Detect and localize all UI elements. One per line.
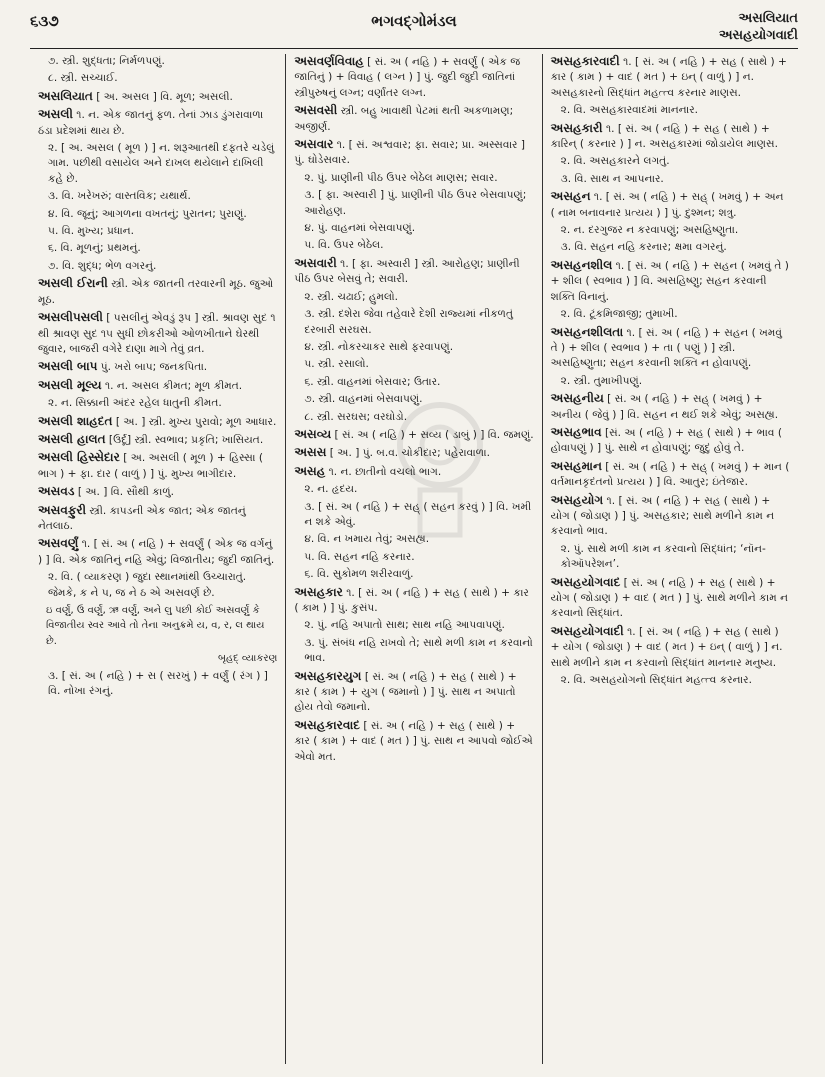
entry-sense (294, 410, 533, 425)
entry-sense (551, 172, 790, 187)
definition-text: ૧. [ સં. અ ( નહિ ) + સહ ( સાથે ) + કારિન્ ( કરનાર ) ] ન. અસહકારમાં જોડાયેલ માણસ. (550, 122, 778, 151)
headword: અસવફુરી (38, 502, 87, 517)
dictionary-entry (551, 121, 790, 153)
definition-text: [ અ. અસલ ] વિ. મૂળ; અસલી. (92, 90, 233, 103)
definition-text: ૮. સ્ત્રી. સચ્ચાઈ. (48, 72, 118, 85)
definition-text: ૧. [ સં. અ ( નહિ ) + સહન ( ખમવું તે ) + શીલ ( સ્વભાવ ) ] વિ. અસહિષ્ણુ; સહન કરવાની શક્તિ વિનાનું. (550, 259, 789, 303)
headword: અસલિયાત (38, 88, 93, 103)
dictionary-entry (38, 450, 277, 482)
dictionary-entry (294, 256, 533, 288)
entry-sense (294, 618, 533, 633)
entry-sense (38, 224, 277, 239)
headword: અસલી બાપ (38, 359, 98, 374)
column-left (30, 54, 285, 1064)
dictionary-entry (294, 718, 533, 765)
definition-text: ૬. વિ. સુકોમળ શરીરવાળું. (304, 568, 414, 581)
entry-sense (38, 241, 277, 256)
entry-sense (38, 669, 277, 700)
definition-text: ૫. વિ. સહન નહિ કરનાર. (304, 550, 415, 563)
headword: અસલી મૂલ્ય (38, 377, 102, 392)
dictionary-entry (294, 464, 533, 480)
headword: અસવસી (294, 103, 338, 118)
headword: અસલી (38, 107, 73, 122)
definition-text: ૩. સ્ત્રી. દશેરા જેવા તહેવારે દેશી રાજ્યમાં નીકળતું દરબારી સરઘસ. (304, 308, 513, 336)
definition-text: ૨. ન. હૃદય. (304, 483, 358, 496)
definition-text: ઇ વર્ણું, ઉ વર્ણું, ઋ વર્ણું, અને લુ પછી કોઈ અસવર્ણું કે વિજાતીય સ્વર આવે તો તેના અનુક્રમે ય, વ, ર, લ થાય છે. (46, 605, 265, 647)
headword: અસવાર (294, 137, 334, 152)
headword: અસહકારવાદ (294, 717, 360, 732)
entry-sense (551, 240, 790, 255)
headword: અસહકાર (294, 584, 343, 599)
entry-sense (294, 550, 533, 565)
definition-text: ૫. વિ. મુખ્ય; પ્રધાન. (48, 225, 135, 238)
definition-text: ૨. વિ. અસહયોગનો સિદ્ધાંત મહત્ત્વ કરનાર. (560, 674, 752, 687)
definition-text: ૮. સ્ત્રી. સરઘસ; વરઘોડો. (304, 410, 408, 423)
definition-text: ૧. [ સં. અ ( નહિ ) + સહન ( ખમવું તે ) + શીલ ( સ્વભાવ ) + તા ( પણું ) ] સ્ત્રી. અસહિષ્ણુતા; સહન કરવાની શક્તિ ન હોવાપણું. (550, 326, 782, 370)
definition-text: [ અ. ] સ્ત્રી. મુખ્ય પુરાવો; મૂળ આધાર. (112, 415, 277, 428)
definition-text: ૩. [ સં. અ ( નહિ ) + સહ્ ( સહન કરવું ) ] વિ. ખમી ન શકે એવું. (304, 500, 532, 528)
entry-sense (294, 221, 533, 236)
definition-text: ૧. ન. છાતીનો વચલો ભાગ. (325, 465, 442, 478)
guide-word-first: અસલિયાત (738, 11, 798, 26)
headword: અસલી ઈરાની (38, 276, 108, 291)
dictionary-entry (38, 536, 277, 568)
definition-text: સ્ત્રી. બહુ ખાવાથી પેટમાં થતી અકળામણ; અજીર્ણ. (294, 105, 514, 133)
dictionary-entry (38, 484, 277, 500)
headword: અસહ (294, 463, 326, 478)
entry-sense (294, 340, 533, 355)
entry-sense (294, 636, 533, 667)
definition-text: [ઉર્દૂ] સ્ત્રી. સ્વભાવ; પ્રકૃતિ; ખાસિયત. (105, 433, 264, 446)
entry-sense (551, 374, 790, 389)
entry-sense (38, 259, 277, 274)
definition-text: ૧. [ સં. અ ( નહિ ) + સહ ( સાથે ) + કાર ( કામ ) ] પું. કુસંપ. (294, 586, 529, 614)
definition-text: [ સં. અ ( નહિ ) + સહ્ ( ખમવું ) + અનીય ( જેવું ) ] વિ. સહન ન થઈ શકે એવું; અસહ્ય. (550, 393, 779, 421)
headword: અસહમાન (550, 458, 602, 473)
dictionary-entry (38, 310, 277, 357)
entry-sense (294, 188, 533, 219)
definition-text: ૧. [ સં. અ ( નહિ ) + સહ ( સાથે ) + કાર ( કામ ) + વાદ ( મત ) + ઇન્ ( વાળું ) ] ન. અસહકારનો સિદ્ધાંત મહત્ત્વ કરનાર માણસ. (550, 56, 787, 99)
entry-sense (551, 673, 790, 688)
definition-text: ૬. વિ. મૂળનું; પ્રથમનું. (48, 242, 141, 255)
headword: અસવર્ણું (38, 536, 79, 551)
definition-text: [ સં. અ ( નહિ ) + સહ ( સાથે ) + કાર ( કામ ) + વાદ ( મત ) ] પું. સાથ ન આપવો જોઈએ એવો મત. (294, 719, 533, 763)
definition-text: સ્ત્રી. એક જાતની તરવારની મૂઠ. જુઓ મૂઠ. (38, 278, 274, 306)
definition-text: ૨. વિ. ( વ્યાકરણ ) જુદા સ્થાનમાંથી ઉચ્ચારાતું. જેમકે, ક ને પ, જ ને ઠ એ અસવર્ણ છે. (48, 571, 247, 599)
definition-text: ૨. વિ. અસહકારને લગતું. (560, 155, 670, 168)
entry-sense (38, 141, 277, 187)
definition-text: ૨. પું. પ્રાણીની પીઠ ઉપર બેઠેલ માણસ; સવાર. (304, 171, 498, 184)
entry-sense (551, 307, 790, 322)
dictionary-entry (38, 414, 277, 430)
dictionary-entry (38, 359, 277, 375)
definition-text: ૭. સ્ત્રી. શુદ્ધતા; નિર્મળપણું. (48, 55, 165, 67)
dictionary-entry (551, 425, 790, 457)
entry-sense (294, 238, 533, 253)
dictionary-entry (551, 54, 790, 101)
entry-sense (294, 500, 533, 531)
headword: અસલીપસલી (38, 310, 103, 325)
entry-sense (294, 375, 533, 390)
definition-text: ૪. વિ. જૂનું; આગળના વખતનું; પુરાતન; પુરાણું. (48, 207, 247, 220)
guide-word-last: અસહયોગવાદી (718, 28, 798, 43)
entry-sense (38, 207, 277, 222)
entry-sense (294, 290, 533, 305)
entry-sense (38, 570, 277, 601)
dictionary-entry (294, 137, 533, 169)
dictionary-entry (551, 493, 790, 540)
dictionary-entry (38, 503, 277, 535)
definition-text: ૫. વિ. ઉપર બેઠેલ. (304, 239, 384, 252)
headword: અસવારી (294, 255, 337, 270)
definition-text: [ સં. અ ( નહિ ) + સવ્ય ( ડાબું ) ] વિ. જમણું. (331, 428, 534, 441)
dictionary-entry (551, 459, 790, 491)
entry-sense (294, 307, 533, 338)
headword: અસહયોગ (550, 492, 604, 507)
definition-text: [ અ. ] વિ. સૌથી કાળું. (74, 486, 174, 499)
definition-text: [ સં. અ ( નહિ ) + સહ ( સાથે ) + યોગ ( જોડાણ ) + વાદ ( મત ) ] પું. સાથે મળીને કામ ન કરવાનો સિદ્ધાંત. (550, 576, 788, 620)
headword: અસહકારી (550, 120, 603, 135)
headword: અસસ (294, 445, 327, 460)
definition-text: ૨. ન. સિક્કાની અંદર રહેલ ધાતુની કીમત. (48, 397, 222, 410)
entry-sense (38, 71, 277, 86)
definition-text: ૧. [ સં. અ ( નહિ ) + સહ ( સાથે ) + યોગ ( જોડાણ ) ] પું. અસહકાર; સાથે મળીને કામ ન કરવાનો ભાવ. (550, 494, 775, 538)
definition-text: ૧. [ સં. અ ( નહિ ) + સહ ( સાથે ) + યોગ ( જોડાણ ) + વાદ ( મત ) + ઇન્ ( વાળું ) ] ન. સાથે મળીને કામ ન કરવાનો સિદ્ધાંત માનનાર મનુષ્ય. (550, 625, 783, 669)
definition-text: બૃહદ્ વ્યાકરણ (217, 653, 278, 665)
definition-text: ૩. [ ફા. અસ્વારી ] પું. પ્રાણીની પીઠ ઉપર બેસવાપણું; આરોહણ. (304, 189, 527, 217)
definition-text: ૨. વિ. અસહકારવાદમાં માનનાર. (560, 104, 699, 117)
definition-text: [ સં. અ ( નહિ ) + સહ્ ( ખમવું ) + માન ( વર્તમાનકૃદંતનો પ્રત્યય ) ] વિ. આતુર; ઇંતેજાર. (550, 460, 790, 489)
headword: અસવ્ય (294, 426, 332, 441)
headword: અસહયોગવાદી (550, 623, 624, 638)
definition-text: ૩. [ સં. અ ( નહિ ) + સ ( સરખું ) + વર્ણું ( રંગ ) ] વિ. નોખા રંગનું. (48, 669, 268, 698)
headword: અસહનશીલ (550, 257, 613, 272)
definition-text: ૩. પું. સંબંધ નહિ રાખવો તે; સાથે મળી કામ ન કરવાનો ભાવ. (304, 636, 533, 665)
definition-text: [ સં. અ ( નહિ ) + સહ ( સાથે ) + કાર ( કામ ) + યુગ ( જમાનો ) ] પું. સાથ ન અપાતો હોય તેવો જમાનો. (294, 670, 517, 714)
definition-text: [ પસલીનું એવડું રૂપ ] સ્ત્રી. શ્રાવણ સુદ ૧ થી શ્રાવણ સુદ ૧૫ સુધી છોકરીઓ ઓળખીતાને ઘેરથી જુવાર, બાજરી વગેરે દાણા માગે તેવું વ્રત. (38, 312, 276, 355)
entry-sense (38, 396, 277, 411)
entry-sense (551, 223, 790, 238)
dictionary-entry (38, 107, 277, 139)
column-right (542, 54, 798, 1064)
page-header (30, 10, 798, 52)
headword: અસહભાવ (550, 424, 602, 439)
definition-text: ૫. સ્ત્રી. રસાલો. (304, 358, 369, 371)
headword: અસવડ (38, 484, 75, 499)
definition-text: ૩. વિ. સહન નહિ કરનાર; ક્ષમા વગરનું. (560, 241, 727, 254)
dictionary-entry (38, 89, 277, 105)
entry-sense (38, 603, 277, 649)
headword: અસહકારવાદી (550, 54, 620, 68)
definition-text: પું. ખરો બાપ; જનકપિતા. (97, 361, 208, 374)
definition-text: ૨. પું. નહિ અપાતો સાથ; સાથ નહિ આપવાપણું. (304, 619, 505, 632)
definition-text: ૩. વિ. ખરેખરું; વાસ્તવિક; યથાર્થ. (48, 190, 191, 203)
column-middle (285, 54, 541, 1064)
dictionary-entry (551, 391, 790, 423)
headword: અસલી હિસ્સેદાર (38, 450, 120, 465)
headword: અસવર્ણવિવાહ (294, 54, 364, 68)
definition-text: ૧. [ ફા. અસ્વારી ] સ્ત્રી. આરોહણ; પ્રાણીની પીઠ ઉપર બેસવું તે; સવારી. (294, 257, 520, 286)
definition-text: ૪. પું. વાહનમાં બેસવાપણું. (304, 222, 416, 235)
headword: અસહકારયુગ (294, 668, 362, 683)
definition-text: ૧. ન. અસલ કીમત; મૂળ કીમત. (101, 379, 243, 392)
entry-sense (294, 171, 533, 186)
dictionary-entry (551, 325, 790, 372)
definition-text: ૨. [ અ. અસલ ( મૂળ ) ] ન. શરૂઆતથી દફતરે ચડેલું ગામ. પછીથી વસાયેલ અને દાખલ થયેલાને દાખિલી કહે છે. (48, 142, 275, 185)
dictionary-entry (551, 575, 790, 622)
headword: અસહન (550, 189, 591, 204)
headword: અસહયોગવાદ (550, 574, 621, 589)
definition-text: સ્ત્રી. કાપડની એક જાત; એક જાતનું નેતલાઠ. (38, 504, 246, 532)
definition-text: ૩. વિ. સાથ ન આપનાર. (560, 172, 664, 185)
definition-text: ૭. વિ. શુદ્ધ; ભેળ વગરનું. (48, 259, 157, 272)
entry-sense (551, 103, 790, 118)
headword: અસલી શાહદત (38, 413, 113, 428)
definition-text: [ અ. ] પું. બ.વ. ચોકીદાર; પહેરાવાળા. (326, 447, 491, 460)
headword: અસલી હાલત (38, 431, 106, 446)
definition-text: ૪. સ્ત્રી. નોકરચાકર સાથે ફરવાપણું. (304, 340, 454, 353)
definition-text: ૧. [ સં. અ ( નહિ ) + સહ્ ( ખમવું ) + અન ( નામ બનાવનાર પ્રત્યય ) ] પું. દુશ્મન; શત્રુ. (550, 191, 784, 219)
dictionary-entry (38, 432, 277, 448)
entry-sense (294, 357, 533, 372)
dictionary-entry (294, 103, 533, 135)
definition-text: ૧. [ સં. અ ( નહિ ) + સવર્ણું ( એક જ વર્ગનું ) ] વિ. એક જાતિનું નહિ એવું; વિજાતીય; જુદી જાતિનું. (38, 538, 275, 566)
entry-sense (294, 567, 533, 582)
entry-sense (38, 651, 277, 666)
definition-text: ૪. વિ. ન ખમાય તેવું; અસહ્ય. (304, 533, 430, 546)
guide-words (719, 10, 798, 44)
dictionary-entry (551, 624, 790, 671)
dictionary-entry (294, 669, 533, 716)
entry-sense (294, 532, 533, 547)
header-rule (30, 48, 798, 49)
entry-sense (294, 392, 533, 407)
definition-text: ૨. સ્ત્રી. ચઢાઈ; હુમલો. (304, 290, 398, 303)
page-title: ભગવદ્ગોમંડલ (371, 12, 457, 30)
dictionary-entry (551, 189, 790, 221)
definition-text: ૭. સ્ત્રી. વાહનમાં બેસવાપણું. (304, 393, 423, 406)
definition-text: [ અ. અસલી ( મૂળ ) + હિસ્સા ( ભાગ ) + ફા. દાર ( વાળું ) ] પું. મુખ્ય ભાગીદાર. (38, 452, 263, 480)
definition-text: ૧. ન. એક જાતનું ફળ. તેનાં ઝાડ ડુંગરાવાળા ઠંડા પ્રદેશમાં થાય છે. (38, 109, 264, 137)
definition-text: ૨. પું. સાથે મળી કામ ન કરવાનો સિદ્ધાંત; ‘નૉન-કોઑપરેશન’. (560, 542, 766, 571)
definition-text: ૨. ન. દરગુજર ન કરવાપણું; અસહિષ્ણુતા. (560, 224, 739, 237)
definition-text: ૧. [ સં. અશ્વવાર; ફા. સવાર; પ્રા. અસ્સવાર ] પું. ઘોડેસવાર. (294, 139, 526, 167)
entry-sense (551, 154, 790, 169)
dictionary-entry (38, 378, 277, 394)
dictionary-columns (30, 54, 798, 1064)
dictionary-entry (294, 445, 533, 461)
page-number: ૬૩૭ (30, 12, 59, 30)
entry-sense (38, 189, 277, 204)
entry-sense (551, 542, 790, 573)
dictionary-entry (294, 585, 533, 617)
headword: અસહનશીલતા (550, 324, 624, 339)
dictionary-entry (294, 427, 533, 443)
dictionary-entry (38, 276, 277, 308)
entry-sense (38, 54, 277, 69)
definition-text: [ સં. અ ( નહિ ) + સવર્ણું ( એક જ જાતિનું ) + વિવાહ ( લગ્ન ) ] પું. જુદી જુદી જાતિનાં સ્ત્રીપુરુષનું લગ્ન; વર્ણાંતર લગ્ન. (294, 56, 521, 99)
definition-text: ૨. વિ. ટૂંકમિજાજી; તુમાખી. (560, 308, 678, 321)
definition-text: ૬. સ્ત્રી. વાહનમાં બેસવાર; ઉતાર. (304, 375, 441, 388)
definition-text: [સં. અ ( નહિ ) + સહ ( સાથે ) + ભાવ ( હોવાપણું ) ] પું. સાથે ન હોવાપણું; જુદું હોવું તે. (550, 426, 782, 455)
dictionary-entry (551, 258, 790, 305)
dictionary-entry (294, 54, 533, 101)
definition-text: ૨. સ્ત્રી. તુમાખીપણું. (560, 374, 643, 387)
entry-sense (294, 482, 533, 497)
headword: અસહનીય (550, 391, 604, 406)
